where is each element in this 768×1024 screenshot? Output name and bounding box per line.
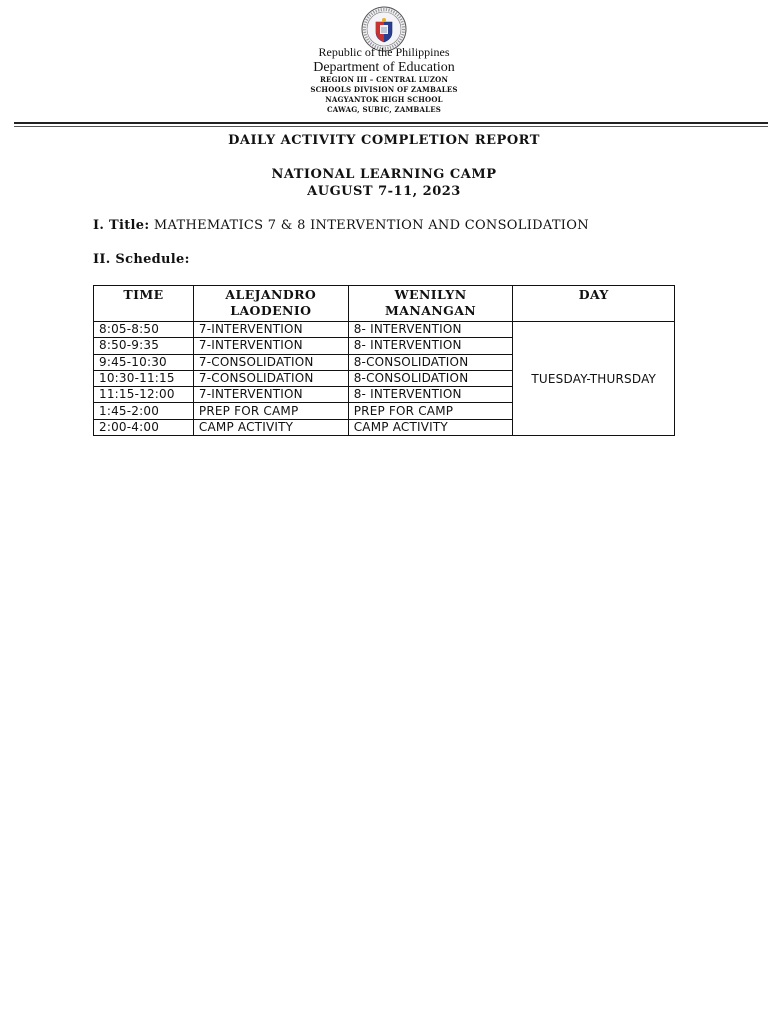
- alejandro-cell: CAMP ACTIVITY: [193, 419, 348, 435]
- wenilyn-cell: 8-CONSOLIDATION: [348, 354, 513, 370]
- wenilyn-cell: 8- INTERVENTION: [348, 322, 513, 338]
- address-line: CAWAG, SUBIC, ZAMBALES: [326, 105, 442, 114]
- title-section: [93, 218, 589, 233]
- wenilyn-cell: 8-CONSOLIDATION: [348, 370, 513, 386]
- wenilyn-cell: CAMP ACTIVITY: [348, 419, 513, 435]
- alejandro-cell: PREP FOR CAMP: [193, 403, 348, 419]
- alejandro-cell: 7-INTERVENTION: [193, 322, 348, 338]
- department-line: Department of Education: [313, 60, 455, 75]
- time-cell: 10:30-11:15: [94, 370, 194, 386]
- header-alejandro: ALEJANDRO LAODENIO: [193, 286, 348, 322]
- schedule-label: II. Schedule:: [93, 252, 190, 267]
- division-line: SCHOOLS DIVISION OF ZAMBALES: [310, 85, 458, 94]
- camp-dates: AUGUST 7-11, 2023: [307, 184, 461, 199]
- title-value: MATHEMATICS 7 & 8 INTERVENTION AND CONSOLIDATION: [153, 218, 589, 233]
- report-title: DAILY ACTIVITY COMPLETION REPORT: [228, 133, 540, 148]
- table-row: [94, 322, 675, 338]
- time-cell: 9:45-10:30: [94, 354, 194, 370]
- schedule-header-row: [94, 286, 675, 322]
- title-label: I. Title:: [93, 218, 150, 233]
- republic-line: Republic of the Philippines: [318, 45, 450, 59]
- time-cell: 2:00-4:00: [94, 419, 194, 435]
- camp-name: NATIONAL LEARNING CAMP: [271, 167, 497, 182]
- wenilyn-cell: 8- INTERVENTION: [348, 338, 513, 354]
- wenilyn-cell: PREP FOR CAMP: [348, 403, 513, 419]
- time-cell: 8:05-8:50: [94, 322, 194, 338]
- schedule-section: [93, 252, 190, 267]
- header-divider-thin: [14, 126, 768, 127]
- school-line: NAGYANTOK HIGH SCHOOL: [325, 95, 443, 104]
- time-cell: 11:15-12:00: [94, 387, 194, 403]
- header-wenilyn: WENILYN MANANGAN: [348, 286, 513, 322]
- alejandro-cell: 7-INTERVENTION: [193, 338, 348, 354]
- header-time: TIME: [94, 286, 194, 322]
- wenilyn-cell: 8- INTERVENTION: [348, 387, 513, 403]
- header-divider: [14, 122, 768, 124]
- schedule-table: [93, 285, 675, 436]
- alejandro-cell: 7-CONSOLIDATION: [193, 354, 348, 370]
- day-cell: TUESDAY-THURSDAY: [513, 322, 675, 436]
- time-cell: 1:45-2:00: [94, 403, 194, 419]
- alejandro-cell: 7-INTERVENTION: [193, 387, 348, 403]
- region-line: REGION III – CENTRAL LUZON: [319, 75, 449, 84]
- time-cell: 8:50-9:35: [94, 338, 194, 354]
- header-day: DAY: [513, 286, 675, 322]
- alejandro-cell: 7-CONSOLIDATION: [193, 370, 348, 386]
